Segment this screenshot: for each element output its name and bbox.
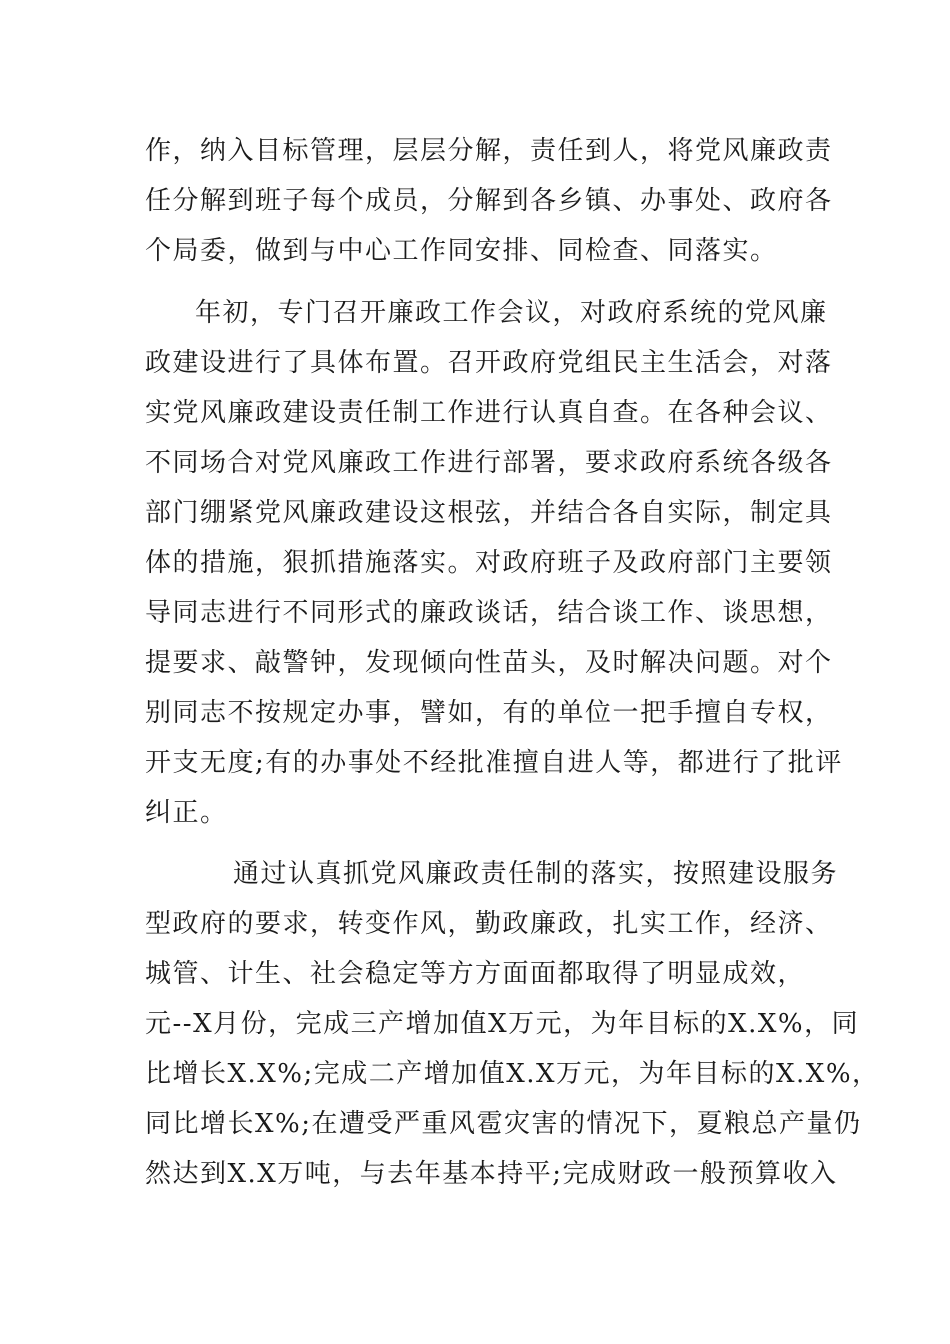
paragraph-3-line-3: 城管、计生、社会稳定等方方面面都取得了明显成效， — [145, 959, 806, 989]
paragraph-1-line-1: 作，纳入目标管理，层层分解，责任到人，将党风廉政责 — [145, 136, 833, 166]
paragraph-2-line-9: 别同志不按规定办事，譬如，有的单位一把手擅自专权， — [145, 698, 833, 728]
paragraph-2-line-5: 部门绷紧党风廉政建设这根弦，并结合各自实际，制定具 — [145, 498, 833, 528]
paragraph-2-line-6: 体的措施，狠抓措施落实。对政府班子及政府部门主要领 — [145, 548, 833, 578]
paragraph-2-line-4: 不同场合对党风廉政工作进行部署，要求政府系统各级各 — [145, 448, 833, 478]
paragraph-2-line-2: 政建设进行了具体布置。召开政府党组民主生活会，对落 — [145, 348, 833, 378]
paragraph-3-line-4: 元--X月份，完成三产增加值X万元，为年目标的X.X%，同 — [145, 1009, 860, 1039]
paragraph-2-line-1: 年初，专门召开廉政工作会议，对政府系统的党风廉 — [195, 298, 828, 328]
paragraph-3-line-7: 然达到X.X万吨，与去年基本持平;完成财政一般预算收入 — [145, 1159, 838, 1189]
paragraph-2-line-10: 开支无度;有的办事处不经批准擅自进人等，都进行了批评 — [145, 748, 843, 778]
paragraph-3-line-1: 通过认真抓党风廉政责任制的落实，按照建设服务 — [233, 859, 839, 889]
paragraph-2-line-7: 导同志进行不同形式的廉政谈话，结合谈工作、谈思想， — [145, 598, 833, 628]
paragraph-3-line-2: 型政府的要求，转变作风，勤政廉政，扎实工作，经济、 — [145, 909, 833, 939]
paragraph-3-line-6: 同比增长X%;在遭受严重风雹灾害的情况下，夏粮总产量仍 — [145, 1109, 862, 1139]
paragraph-1-line-3: 个局委，做到与中心工作同安排、同检查、同落实。 — [145, 236, 778, 266]
paragraph-3-line-5: 比增长X.X%;完成二产增加值X.X万元，为年目标的X.X%， — [145, 1059, 880, 1089]
paragraph-2-line-11: 纠正。 — [145, 798, 228, 828]
paragraph-2-line-8: 提要求、敲警钟，发现倾向性苗头，及时解决问题。对个 — [145, 648, 833, 678]
paragraph-1-line-2: 任分解到班子每个成员，分解到各乡镇、办事处、政府各 — [145, 186, 833, 216]
paragraph-2-line-3: 实党风廉政建设责任制工作进行认真自查。在各种会议、 — [145, 398, 833, 428]
